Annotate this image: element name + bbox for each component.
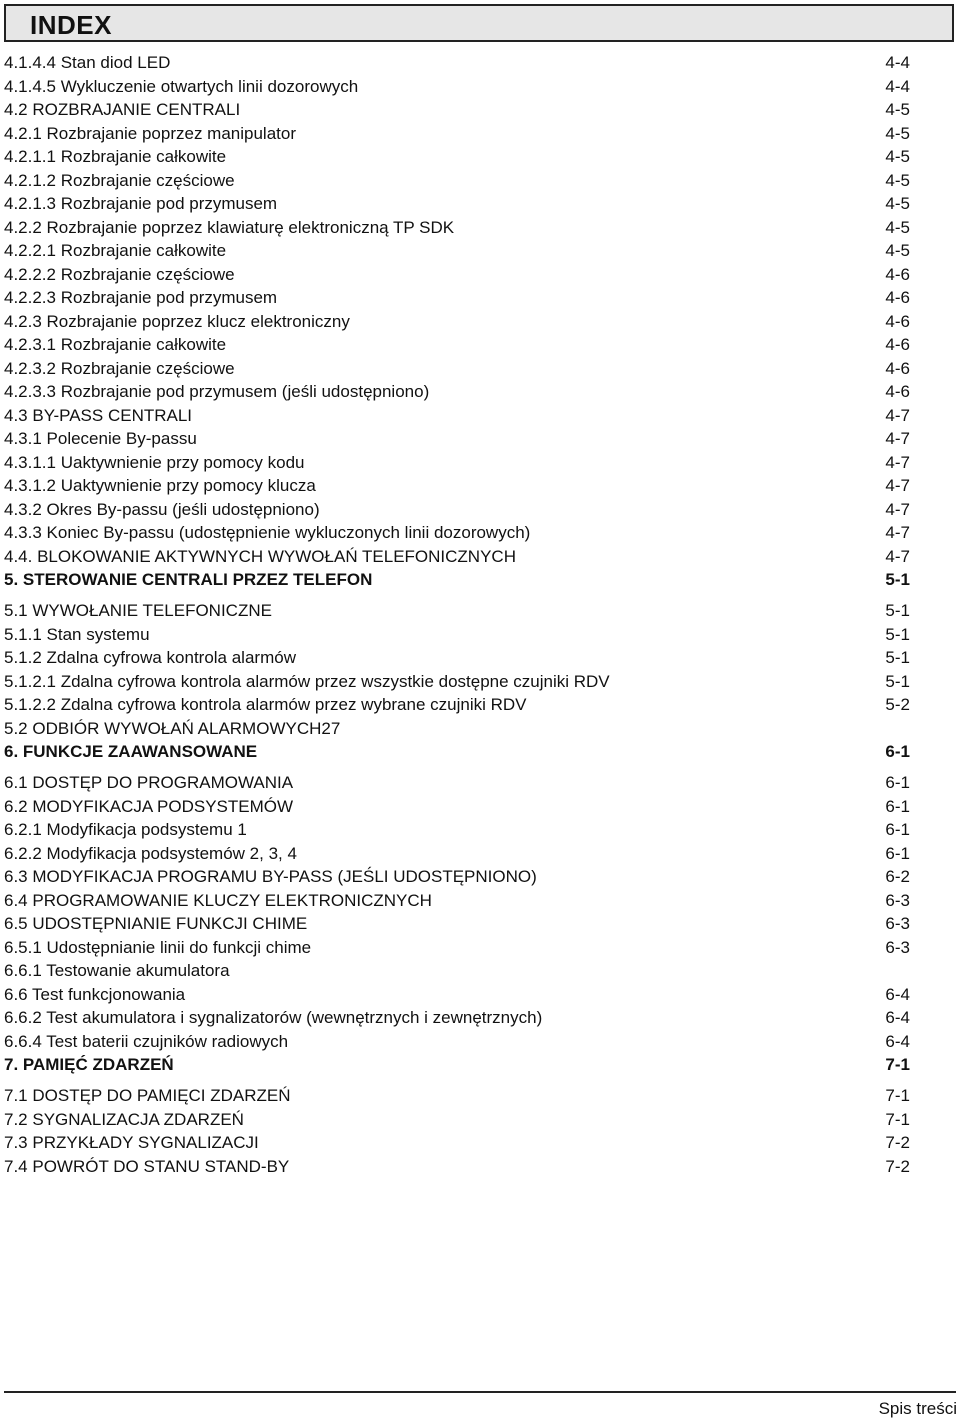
toc-entry-page: 4-5 [885,217,910,237]
toc-entry-page: 4-6 [885,382,910,401]
toc-entry-page: 6-4 [885,1031,910,1051]
toc-entry-page: 6-1 [885,820,910,839]
toc-entry-page: 4-7 [885,523,910,542]
toc-entry-page: 5-2 [885,695,910,714]
toc-entry-title: 4.2.2.2 Rozbrajanie częściowe [4,264,235,284]
footer-label: Spis treści [878,1399,957,1418]
toc-entry-title: 5.1.2.1 Zdalna cyfrowa kontrola alarmów przez wszystkie dostępne czujniki RDV [4,671,610,691]
toc-entry-page: 4-6 [885,264,910,284]
toc-entry [4,670,910,694]
toc-entry-title: 4.2.3.2 Rozbrajanie częściowe [4,358,235,378]
toc-entry-title: 4.2.3.3 Rozbrajanie pod przymusem (jeśli udostępniono) [4,382,430,401]
toc-entry [4,912,910,936]
toc-entry-page: 5-1 [885,570,910,589]
toc-entry [4,122,910,146]
toc-entry [4,842,910,866]
toc-entry [4,98,910,122]
toc-entry-page: 6-4 [885,984,910,1004]
toc-entry [4,404,910,428]
toc-entry [4,959,910,983]
toc-entry [4,286,910,310]
toc-entry-page: 4-6 [885,358,910,378]
toc-entry-page: 4-7 [885,429,910,448]
toc-entry [4,1131,910,1155]
toc-entry-page: 4-7 [885,405,910,425]
toc-entry-title: 7. PAMIĘĆ ZDARZEŃ [4,1055,174,1074]
toc-entry-page: 4-4 [885,76,910,96]
toc-entry-page: 4-5 [885,241,910,260]
toc-entry-title: 4.2.1.1 Rozbrajanie całkowite [4,147,227,166]
toc-entry-title: 6.6.2 Test akumulatora i sygnalizatorów (wewnętrznych i zewnętrznych) [4,1008,543,1027]
toc-entry-title: 4.1.4.4 Stan diod LED [4,53,171,72]
toc-entry-page: 7-2 [885,1133,910,1152]
toc-entry-title: 7.1 DOSTĘP DO PAMIĘCI ZDARZEŃ [4,1086,291,1105]
toc-entry [4,498,910,522]
toc-entry-page: 4-6 [885,311,910,331]
toc-entry-title: 4.4. BLOKOWANIE AKTYWNYCH WYWOŁAŃ TELEFONICZNYCH [4,546,516,566]
toc-entry-page: 7-1 [885,1055,910,1074]
toc-entry-page: 4-5 [885,100,910,119]
toc-entry-title: 4.3.1 Polecenie By-passu [4,429,197,448]
toc-entry [4,192,910,216]
toc-entry [4,1084,910,1108]
toc-entry [4,1155,910,1179]
toc-entry-title: 4.2.3 Rozbrajanie poprzez klucz elektroniczny [4,311,350,331]
toc-entry [4,983,910,1007]
toc-entry [4,75,910,99]
toc-entry-title: 7.3 PRZYKŁADY SYGNALIZACJI [4,1133,259,1152]
toc-entry-page: 6-4 [885,1008,910,1027]
toc-entry [4,818,910,842]
table-of-contents [4,51,910,1178]
toc-entry-page: 7-2 [885,1156,910,1176]
toc-entry-title: 4.2.2.1 Rozbrajanie całkowite [4,241,227,260]
toc-entry-page: 4-5 [885,170,910,190]
toc-entry-title: 4.3.1.1 Uaktywnienie przy pomocy kodu [4,452,305,472]
toc-entry [4,1108,910,1132]
toc-entry [4,145,910,169]
toc-entry [4,865,910,889]
toc-entry [4,623,910,647]
toc-entry-page: 4-7 [885,499,910,519]
toc-entry-title: 5. STEROWANIE CENTRALI PRZEZ TELEFON [4,570,373,589]
toc-entry-page: 6-1 [885,796,910,816]
toc-entry-title: 5.1 WYWOŁANIE TELEFONICZNE [4,601,272,620]
toc-entry-title: 6.2.1 Modyfikacja podsystemu 1 [4,820,247,839]
toc-entry-title: 6.6.1 Testowanie akumulatora [4,961,230,980]
toc-entry-title: 4.2.2.3 Rozbrajanie pod przymusem [4,288,278,307]
toc-entry [4,1006,910,1030]
toc-entry [4,521,910,545]
toc-entry-title: 6.2.2 Modyfikacja podsystemów 2, 3, 4 [4,843,297,863]
toc-entry [4,427,910,451]
toc-entry-title: 4.3.1.2 Uaktywnienie przy pomocy klucza [4,476,316,495]
toc-entry-title: 4.3.3 Koniec By-passu (udostępnienie wykluczonych linii dozorowych) [4,523,531,542]
toc-entry-page: 5-1 [885,601,910,620]
toc-entry-page: 4-6 [885,335,910,354]
toc-entry-page: 4-5 [885,123,910,143]
toc-entry-title: 6. FUNKCJE ZAAWANSOWANE [4,742,258,761]
toc-entry-title: 4.2.1.3 Rozbrajanie pod przymusem [4,194,278,213]
toc-entry-title: 4.2.1.2 Rozbrajanie częściowe [4,170,235,190]
toc-entry-title: 6.5.1 Udostępnianie linii do funkcji chime [4,937,312,957]
toc-entry [4,693,910,717]
toc-entry [4,646,910,670]
toc-entry [4,717,910,741]
toc-entry-page: 4-5 [885,147,910,166]
toc-entry-title: 5.1.2.2 Zdalna cyfrowa kontrola alarmów przez wybrane czujniki RDV [4,695,527,714]
index-header [4,4,954,42]
toc-entry-page: 6-2 [885,867,910,886]
toc-entry-title: 7.4 POWRÓT DO STANU STAND-BY [4,1156,290,1176]
toc-entry-title: 5.1.2 Zdalna cyfrowa kontrola alarmów [4,648,296,667]
toc-entry-page: 6-3 [885,914,910,933]
toc-entry-title: 4.3 BY-PASS CENTRALI [4,405,193,425]
toc-entry-page: 4-6 [885,288,910,307]
toc-entry [4,771,910,795]
toc-entry-page: 5-1 [885,624,910,644]
toc-entry-title: 5.2 ODBIÓR WYWOŁAŃ ALARMOWYCH27 [4,718,341,738]
toc-entry [4,474,910,498]
toc-entry [4,239,910,263]
toc-entry-page: 6-1 [885,843,910,863]
toc-entry-page: 4-4 [885,53,910,72]
toc-entry-title: 4.2 ROZBRAJANIE CENTRALI [4,100,241,119]
toc-entry-title: 7.2 SYGNALIZACJA ZDARZEŃ [4,1109,244,1129]
toc-entry-title: 4.2.3.1 Rozbrajanie całkowite [4,335,227,354]
toc-entry [4,51,910,75]
toc-entry [4,936,910,960]
toc-entry-title: 6.5 UDOSTĘPNIANIE FUNKCJI CHIME [4,914,308,933]
toc-entry [4,599,910,623]
toc-entry-title: 6.6.4 Test baterii czujników radiowych [4,1031,289,1051]
toc-entry-page: 7-1 [885,1109,910,1129]
toc-entry-page: 4-5 [885,194,910,213]
toc-chapter-heading [4,1053,910,1077]
toc-entry-page: 5-1 [885,648,910,667]
toc-entry [4,333,910,357]
toc-entry-title: 6.3 MODYFIKACJA PROGRAMU BY-PASS (JEŚLI UDOSTĘPNIONO) [4,867,537,886]
toc-entry-page: 7-1 [885,1086,910,1105]
toc-entry-title: 4.2.1 Rozbrajanie poprzez manipulator [4,123,297,143]
toc-entry-page: 5-1 [885,671,910,691]
toc-entry [4,795,910,819]
toc-entry-title: 4.1.4.5 Wykluczenie otwartych linii dozorowych [4,76,359,96]
toc-entry-title: 4.3.2 Okres By-passu (jeśli udostępniono) [4,499,320,519]
toc-entry-title: 4.2.2 Rozbrajanie poprzez klawiaturę elektroniczną TP SDK [4,217,455,237]
toc-entry [4,1030,910,1054]
toc-entry [4,216,910,240]
toc-entry-page: 4-7 [885,546,910,566]
toc-entry [4,357,910,381]
toc-entry [4,310,910,334]
toc-entry-title: 6.1 DOSTĘP DO PROGRAMOWANIA [4,773,294,792]
toc-entry-page: 4-7 [885,452,910,472]
toc-entry-page: 6-1 [885,773,910,792]
toc-entry-title: 6.6 Test funkcjonowania [4,984,186,1004]
toc-entry-title: 6.4 PROGRAMOWANIE KLUCZY ELEKTRONICZNYCH [4,890,432,910]
toc-entry-page: 6-1 [885,742,910,761]
toc-entry [4,545,910,569]
page-title: INDEX [30,10,112,40]
toc-entry-page: 6-3 [885,937,910,957]
footer-divider [4,1391,956,1393]
toc-entry-title: 5.1.1 Stan systemu [4,624,150,644]
toc-entry-title: 6.2 MODYFIKACJA PODSYSTEMÓW [4,796,294,816]
toc-entry [4,889,910,913]
toc-chapter-heading [4,568,910,592]
toc-chapter-heading [4,740,910,764]
toc-entry [4,451,910,475]
toc-entry [4,380,910,404]
toc-entry [4,169,910,193]
toc-entry-page: 6-3 [885,890,910,910]
toc-entry [4,263,910,287]
toc-entry-page: 4-7 [885,476,910,495]
